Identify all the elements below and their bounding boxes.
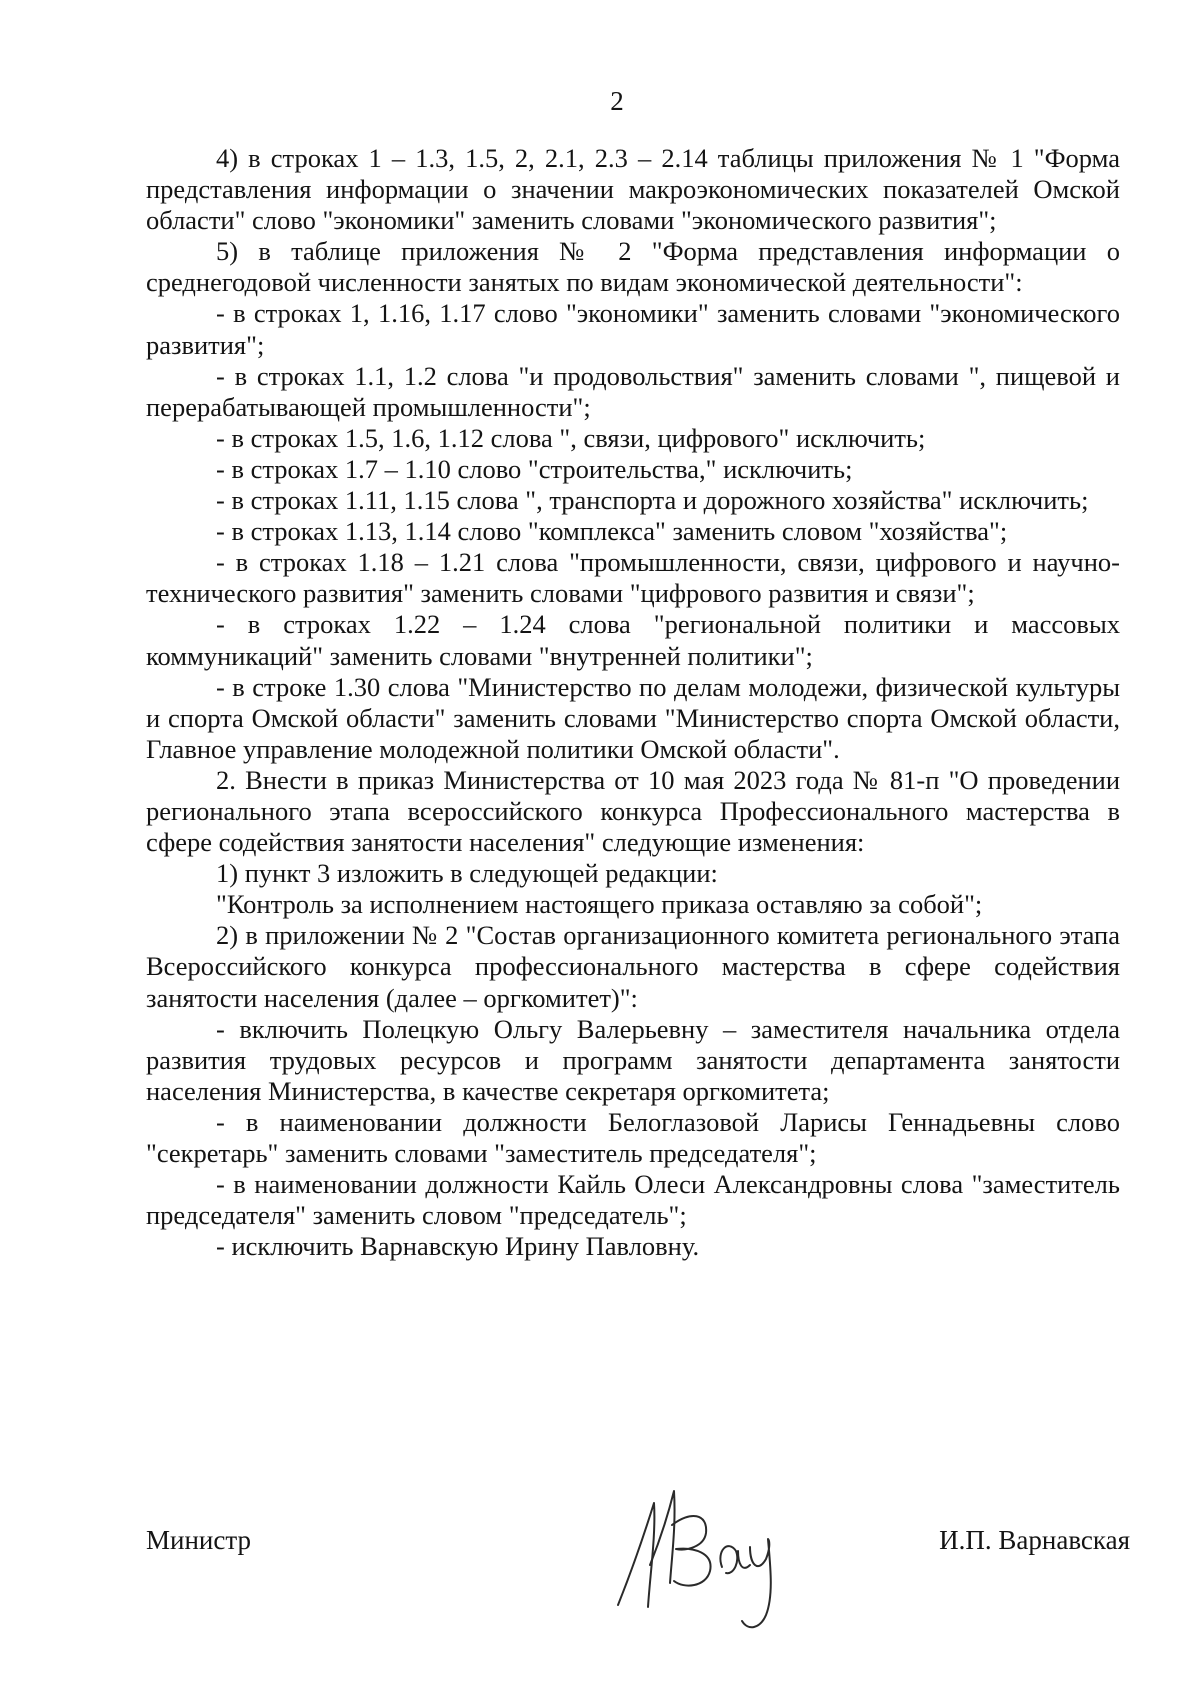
paragraph: - в строках 1, 1.16, 1.17 слово "экономики" заменить словами "экономического развития"; <box>146 298 1120 360</box>
paragraph: - в строках 1.1, 1.2 слова "и продовольствия" заменить словами ", пищевой и перерабатывающей промышленности"; <box>146 360 1120 422</box>
paragraph: "Контроль за исполнением настоящего приказа оставляю за собой"; <box>216 889 983 920</box>
paragraph: - включить Полецкую Ольгу Валерьевну – заместителя начальника отдела развития трудовых ресурсов и программ занятости департамента занятости населения Министерства, в качестве секретаря оргкомитета; <box>146 1013 1120 1106</box>
paragraph: 2. Внести в приказ Министерства от 10 мая 2023 года № 81-п "О проведении регионального этапа всероссийского конкурса Профессионального мастерства в сфере содействия занятости населения" следующие изменения: <box>146 764 1120 858</box>
document-body <box>146 143 1120 1262</box>
paragraph: - в строках 1.22 – 1.24 слова "региональной политики и массовых коммуникаций" заменить словами "внутренней политики"; <box>146 609 1120 671</box>
page-number: 2 <box>610 86 624 116</box>
paragraph: 2) в приложении № 2 "Состав организационного комитета регионального этапа Всероссийского конкурса профессионального мастерства в сфере содействия занятости населения (далее – оргкомитет)": <box>146 920 1120 1013</box>
paragraph: - исключить Варнавскую Ирину Павловну. <box>216 1231 700 1262</box>
paragraph: - в строках 1.5, 1.6, 1.12 слова ", связи, цифрового" исключить; <box>216 422 926 453</box>
paragraph: - в строке 1.30 слова "Министерство по делам молодежи, физической культуры и спорта Омской области" заменить словами "Министерство спорта Омской области, Главное управление молодежной политики Омской области". <box>146 671 1120 764</box>
signatory-name: И.П. Варнавская <box>939 1525 1130 1555</box>
paragraph: 5) в таблице приложения № 2 "Форма представления информации о среднегодовой численности занятых по видам экономической деятельности": <box>146 236 1120 298</box>
paragraph: 4) в строках 1 – 1.3, 1.5, 2, 2.1, 2.3 – 2.14 таблицы приложения № 1 "Форма представления информации о значении макроэкономических показателей Омской области" слово "экономики" заменить словами "экономического развития"; <box>146 143 1120 236</box>
paragraph: - в строках 1.11, 1.15 слова ", транспорта и дорожного хозяйства" исключить; <box>216 485 1089 516</box>
paragraph: 1) пункт 3 изложить в следующей редакции: <box>216 858 718 889</box>
paragraph: - в строках 1.7 – 1.10 слово "строительства," исключить; <box>216 453 853 484</box>
paragraph: - в наименовании должности Кайль Олеси Александровны слова "заместитель председателя" заменить словом "председатель"; <box>146 1169 1120 1231</box>
signatory-role: Министр <box>146 1525 251 1555</box>
paragraph: - в наименовании должности Белоглазовой Ларисы Геннадьевны слово "секретарь" заменить словами "заместитель председателя"; <box>146 1106 1120 1168</box>
handwritten-signature <box>610 1455 800 1645</box>
paragraph: - в строках 1.13, 1.14 слово "комплекса" заменить словом "хозяйства"; <box>216 516 1008 547</box>
paragraph: - в строках 1.18 – 1.21 слова "промышленности, связи, цифрового и научно-технического развития" заменить словами "цифрового развития и связи"; <box>146 547 1120 609</box>
